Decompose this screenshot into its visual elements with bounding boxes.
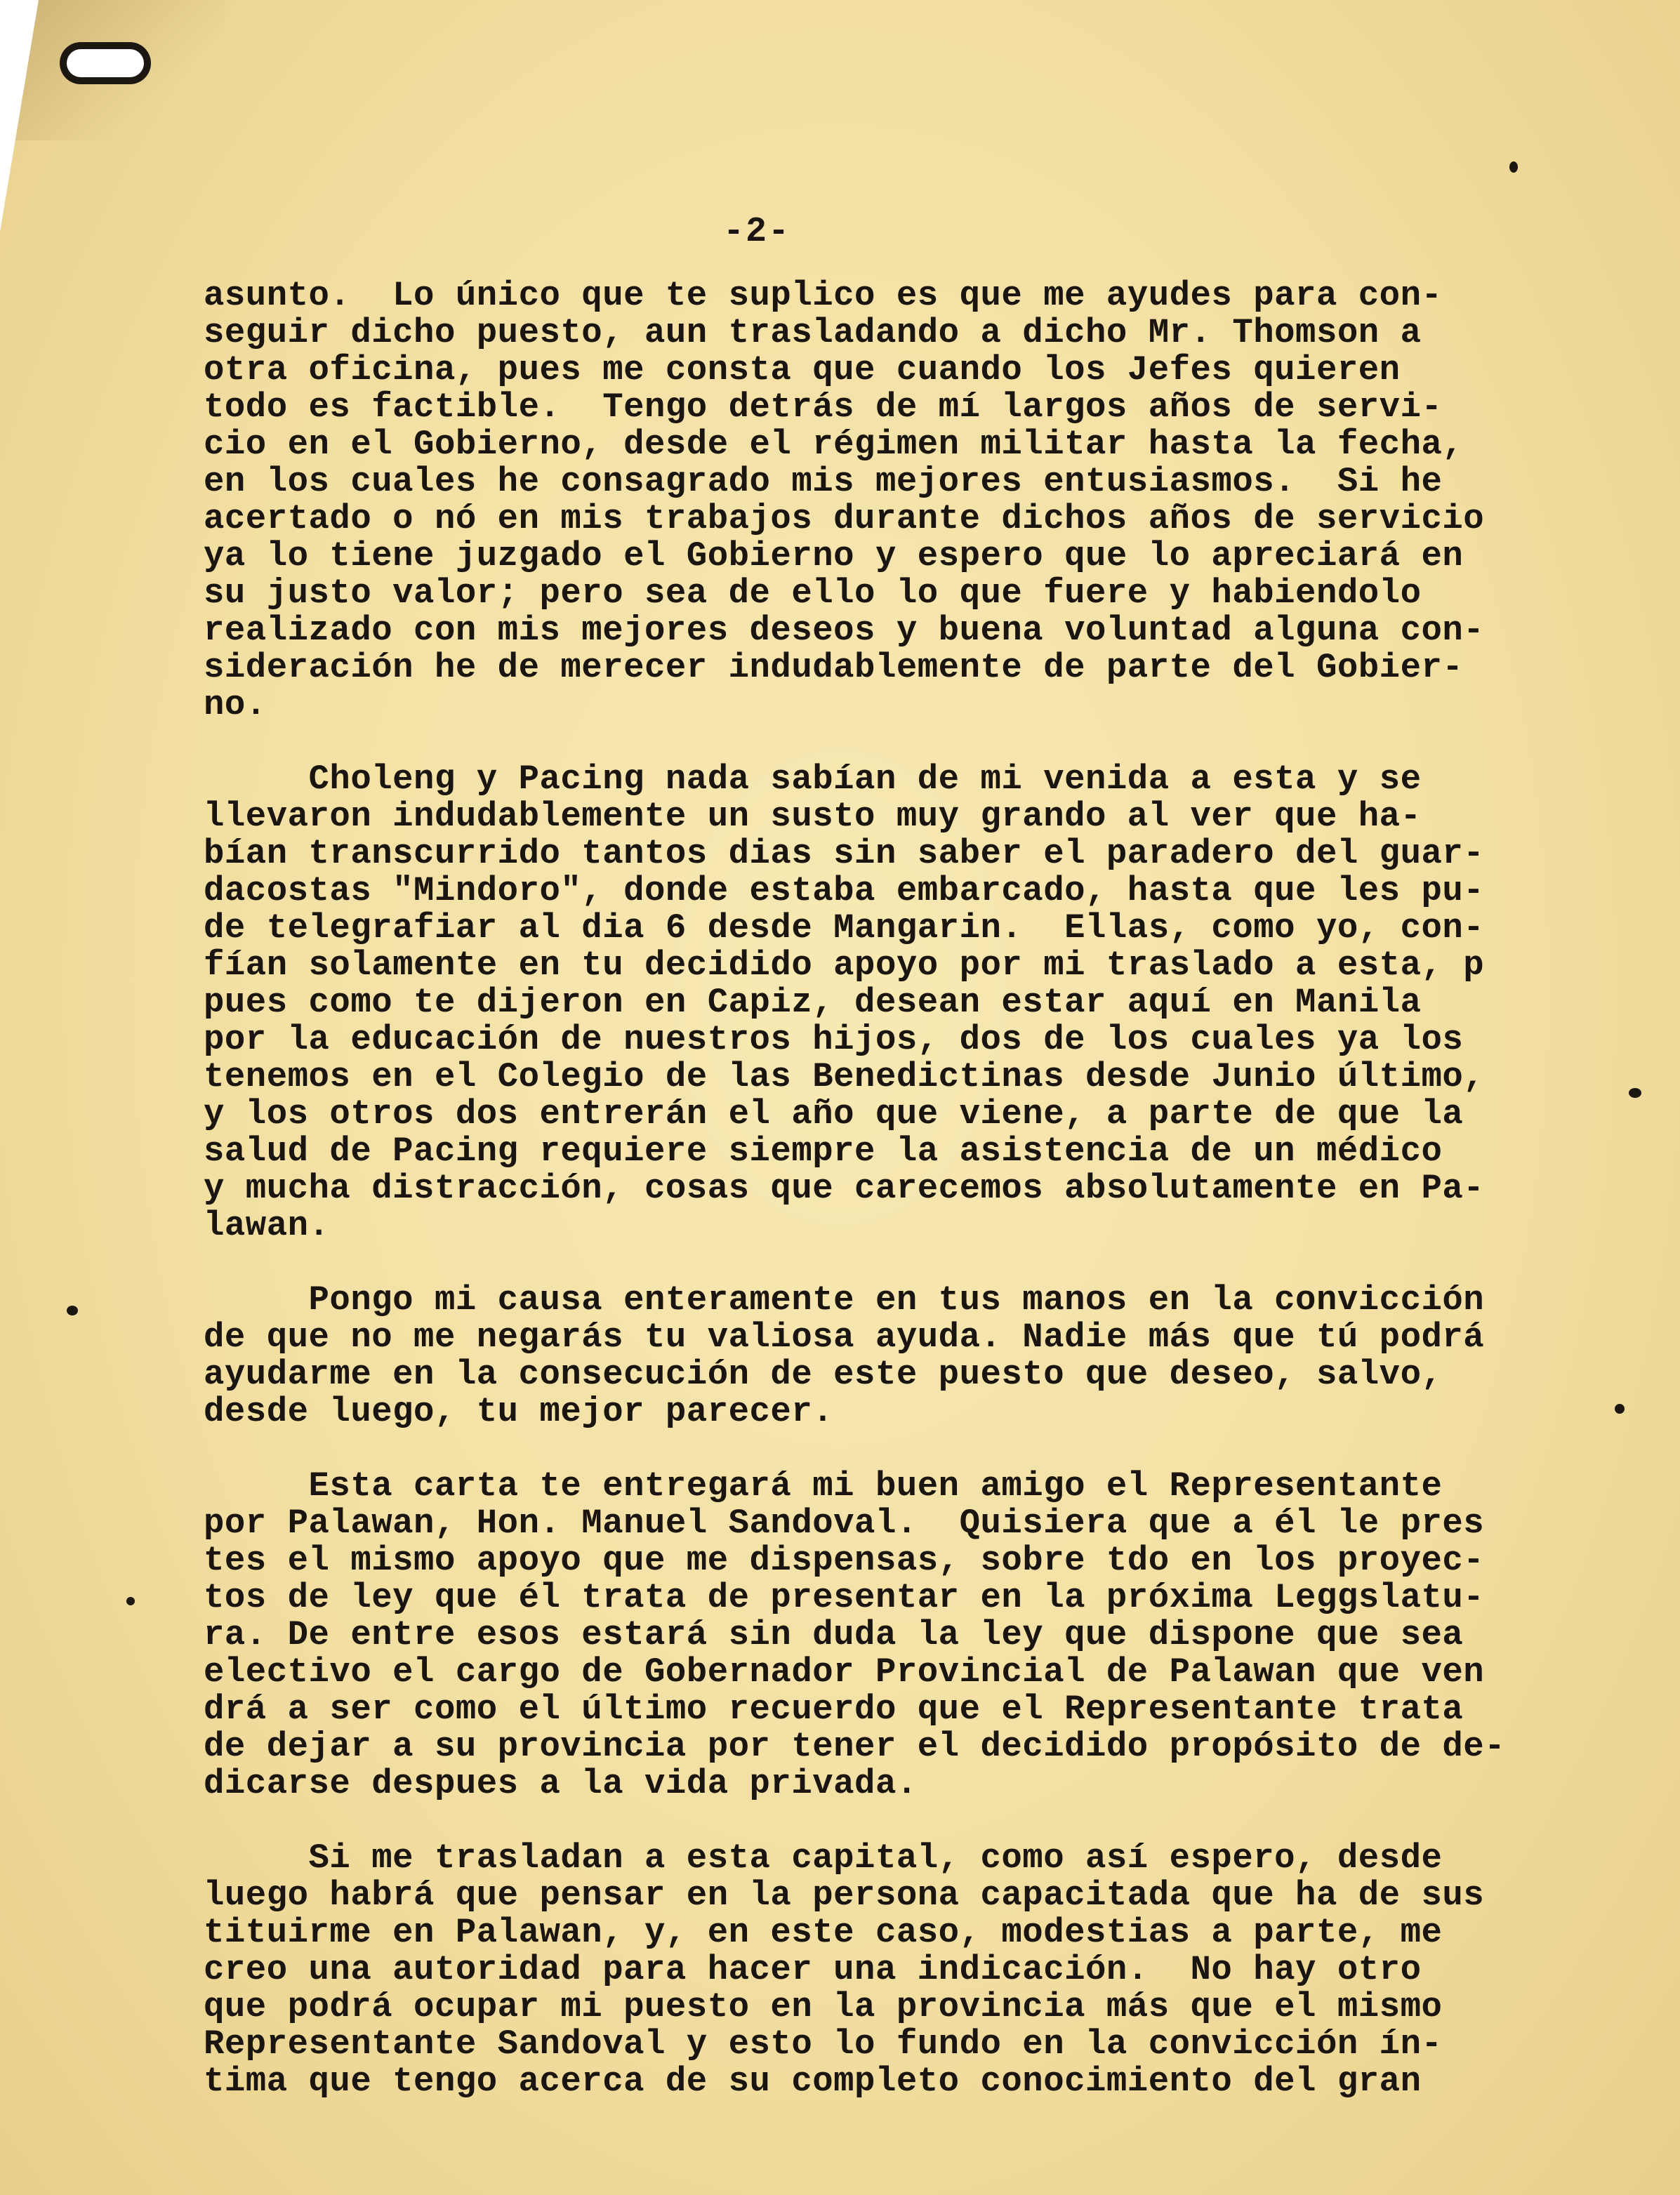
text-line: Esta carta te entregará mi buen amigo el Representante — [204, 1466, 1443, 1506]
paragraph-1 — [204, 277, 1537, 724]
text-line: drá a ser como el último recuerdo que el Representante trata — [204, 1690, 1464, 1729]
ink-spot — [1629, 1088, 1641, 1098]
text-line: otra oficina, pues me consta que cuando los Jefes quieren — [204, 350, 1401, 390]
text-line: de que no me negarás tu valiosa ayuda. Nadie más que tú podrá — [204, 1318, 1485, 1357]
text-line: tenemos en el Colegio de las Benedictinas desde Junio último, — [204, 1057, 1485, 1096]
text-line: Representante Sandoval y esto lo fundo en la convicción ín- — [204, 2024, 1443, 2064]
text-line: desde luego, tu mejor parecer. — [204, 1392, 834, 1431]
text-line: de dejar a su provincia por tener el decidido propósito de de- — [204, 1727, 1506, 1766]
text-line: todo es factible. Tengo detrás de mí largos años de servi- — [204, 387, 1443, 427]
text-line: lawan. — [204, 1206, 330, 1245]
torn-corner — [0, 0, 39, 232]
text-line: dicarse despues a la vida privada. — [204, 1764, 918, 1803]
text-line: dacostas "Mindoro", donde estaba embarcado, hasta que les pu- — [204, 871, 1485, 910]
text-line: realizado con mis mejores deseos y buena voluntad alguna con- — [204, 611, 1485, 650]
text-line: ayudarme en la consecución de este puesto que deseo, salvo, — [204, 1355, 1443, 1394]
text-line: electivo el cargo de Gobernador Provincial de Palawan que ven — [204, 1652, 1485, 1692]
paragraph-5 — [204, 1840, 1537, 2100]
text-line: tos de ley que él trata de presentar en la próxima Leggslatu- — [204, 1578, 1485, 1617]
text-line: Si me trasladan a esta capital, como así espero, desde — [204, 1838, 1443, 1878]
text-line: Choleng y Pacing nada sabían de mi venida a esta y se — [204, 760, 1422, 799]
text-line: luego habrá que pensar en la persona capacitada que ha de sus — [204, 1876, 1485, 1915]
text-line: tituirme en Palawan, y, en este caso, modestias a parte, me — [204, 1913, 1443, 1952]
text-line: por la educación de nuestros hijos, dos de los cuales ya los — [204, 1020, 1464, 1059]
text-line: ra. De entre esos estará sin duda la ley que dispone que sea — [204, 1615, 1464, 1654]
text-line: cio en el Gobierno, desde el régimen militar hasta la fecha, — [204, 425, 1464, 464]
text-line: pues como te dijeron en Capiz, desean estar aquí en Manila — [204, 983, 1422, 1022]
paragraph-gap — [204, 724, 1537, 761]
ink-spot — [126, 1597, 135, 1605]
text-line: no. — [204, 685, 267, 724]
text-line: y los otros dos entrerán el año que viene, a parte de que la — [204, 1094, 1464, 1134]
text-line: seguir dicho puesto, aun trasladando a dicho Mr. Thomson a — [204, 313, 1422, 352]
text-line: su justo valor; pero sea de ello lo que fuere y habiendolo — [204, 573, 1422, 613]
text-line: llevaron indudablemente un susto muy grando al ver que ha- — [204, 797, 1422, 836]
text-line: bían transcurrido tantos dias sin saber el paradero del guar- — [204, 834, 1485, 873]
letter-body — [204, 277, 1537, 2100]
paragraph-gap — [204, 1803, 1537, 1840]
paragraph-3 — [204, 1282, 1537, 1431]
text-line: Pongo mi causa enteramente en tus manos en la convicción — [204, 1280, 1485, 1320]
ink-spot — [1615, 1404, 1625, 1414]
text-line: que podrá ocupar mi puesto en la provincia más que el mismo — [204, 1987, 1443, 2027]
text-line: tima que tengo acerca de su completo conocimiento del gran — [204, 2062, 1422, 2101]
paragraph-gap — [204, 1245, 1537, 1282]
text-line: ya lo tiene juzgado el Gobierno y espero que lo apreciará en — [204, 536, 1464, 576]
text-line: tes el mismo apoyo que me dispensas, sobre tdo en los proyec- — [204, 1541, 1485, 1580]
text-line: y mucha distracción, cosas que carecemos absolutamente en Pa- — [204, 1169, 1485, 1208]
text-line: asunto. Lo único que te suplico es que me ayudes para con- — [204, 276, 1443, 315]
paragraph-gap — [204, 1431, 1537, 1468]
text-line: fían solamente en tu decidido apoyo por mi traslado a esta, p — [204, 946, 1485, 985]
page-number: -2- — [723, 212, 791, 252]
text-line: en los cuales he consagrado mis mejores entusiasmos. Si he — [204, 462, 1443, 501]
text-line: salud de Pacing requiere siempre la asistencia de un médico — [204, 1132, 1443, 1171]
ink-spot — [1509, 161, 1518, 173]
punch-hole — [67, 49, 144, 77]
text-line: creo una autoridad para hacer una indicación. No hay otro — [204, 1950, 1422, 1989]
text-line: por Palawan, Hon. Manuel Sandoval. Quisiera que a él le pres — [204, 1504, 1485, 1543]
text-line: sideración he de merecer indudablemente de parte del Gobier- — [204, 648, 1464, 687]
paragraph-2 — [204, 761, 1537, 1245]
text-line: acertado o nó en mis trabajos durante dichos años de servicio — [204, 499, 1485, 538]
text-line: de telegrafiar al dia 6 desde Mangarin. Ellas, como yo, con- — [204, 908, 1485, 948]
ink-spot — [67, 1306, 78, 1315]
paragraph-4 — [204, 1468, 1537, 1803]
